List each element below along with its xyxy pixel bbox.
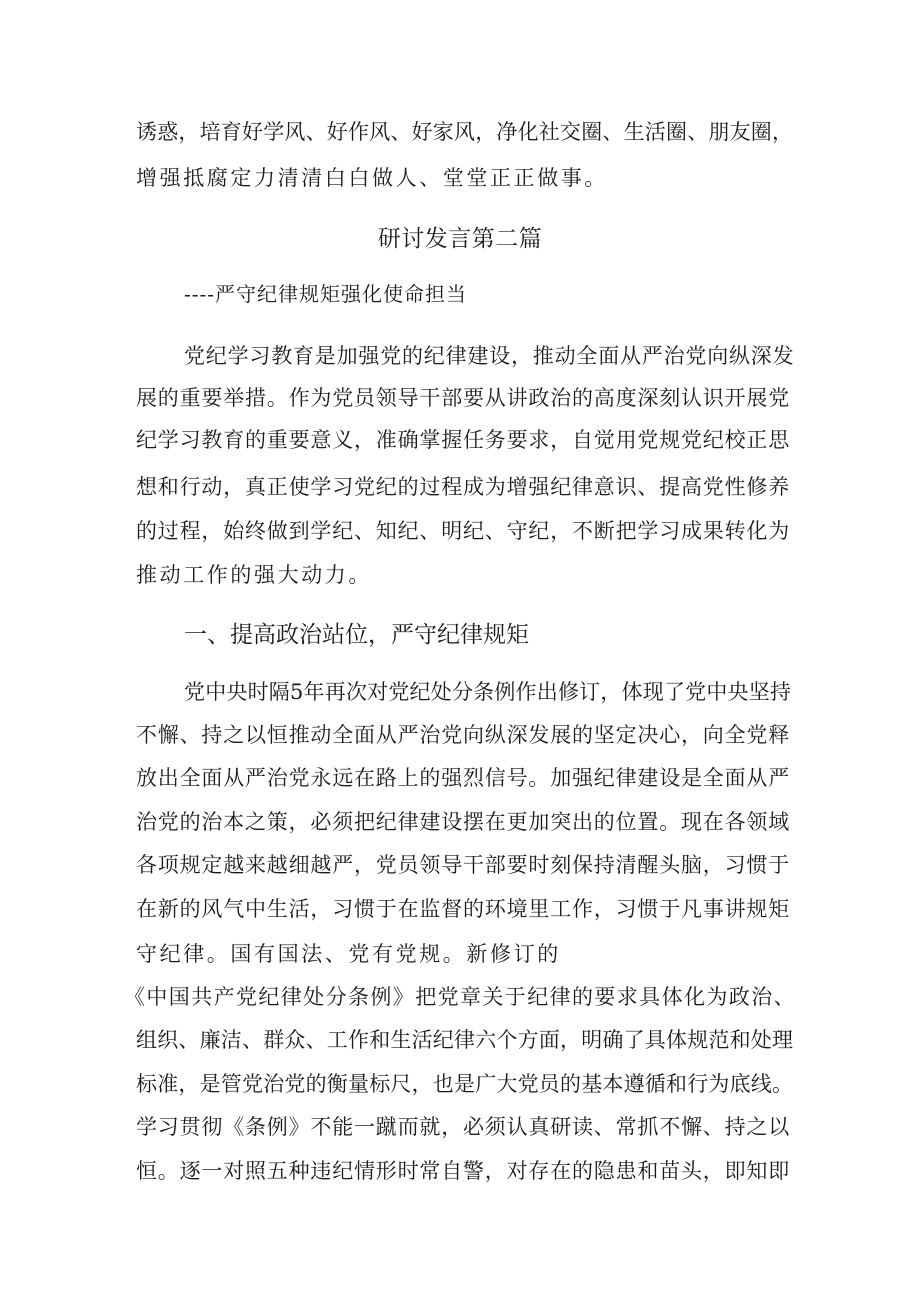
intro-line: 诱惑，培育好学风、好作风、好家风，净化社交圈、生活圈、朋友圈， (136, 120, 794, 144)
paragraph-line: 在新的风气中生活，习惯于在监督的环境里工作，习惯于凡事讲规矩 (136, 897, 790, 921)
paragraph-line: 纪学习教育的重要意义，准确掌握任务要求，自觉用党规党纪校正思 (136, 428, 790, 452)
paragraph-line: 各项规定越来越细越严，党员领导干部要时刻保持清醒头脑，习惯于 (136, 853, 790, 877)
paragraph-line: 恒。逐一对照五种违纪情形时常自警，对存在的隐患和苗头，即知即 (136, 1159, 790, 1183)
paragraph-line: 不懈、持之以恒推动全面从严治党向纵深发展的坚定决心，向全党释 (136, 723, 790, 747)
paragraph-line: 推动工作的强大动力。 (136, 563, 372, 587)
paragraph-line: 展的重要举措。作为党员领导干部要从讲政治的高度深刻认识开展党 (136, 386, 790, 410)
paragraph-line: 组织、廉洁、群众、工作和生活纪律六个方面，明确了具体规范和处理 (136, 1028, 794, 1052)
paragraph-line: 放出全面从严治党永远在路上的强烈信号。加强纪律建设是全面从严 (136, 766, 790, 790)
document-title: 研讨发言第二篇 (377, 226, 543, 252)
document-subtitle: ----严守纪律规矩强化使命担当 (184, 282, 468, 306)
paragraph-line: 标准，是管党治党的衡量标尺，也是广大党员的基本遵循和行为底线。 (136, 1072, 794, 1096)
paragraph-line: 学习贯彻《条例》不能一蹴而就，必须认真研读、常抓不懈、持之以 (136, 1115, 790, 1139)
paragraph-line: 《中国共产党纪律处分条例》把党章关于纪律的要求具体化为政治、 (124, 985, 796, 1009)
paragraph-line: 党中央时隔5年再次对党纪处分条例作出修订，体现了党中央坚持 (184, 680, 792, 704)
paragraph-line: 治党的治本之策，必须把纪律建设摆在更加突出的位置。现在各领域 (136, 810, 790, 834)
intro-line: 增强抵腐定力清清白白做人、堂堂正正做事。 (136, 166, 608, 190)
paragraph-line: 守纪律。国有国法、党有党规。新修订的 (136, 942, 561, 966)
section-heading: 一、提高政治站位，严守纪律规矩 (184, 622, 529, 648)
paragraph-line: 的过程，始终做到学纪、知纪、明纪、守纪，不断把学习成果转化为 (136, 519, 790, 543)
paragraph-line: 想和行动，真正使学习党纪的过程成为增强纪律意识、提高党性修养 (136, 475, 790, 499)
paragraph-line: 党纪学习教育是加强党的纪律建设，推动全面从严治党向纵深发 (184, 344, 795, 368)
